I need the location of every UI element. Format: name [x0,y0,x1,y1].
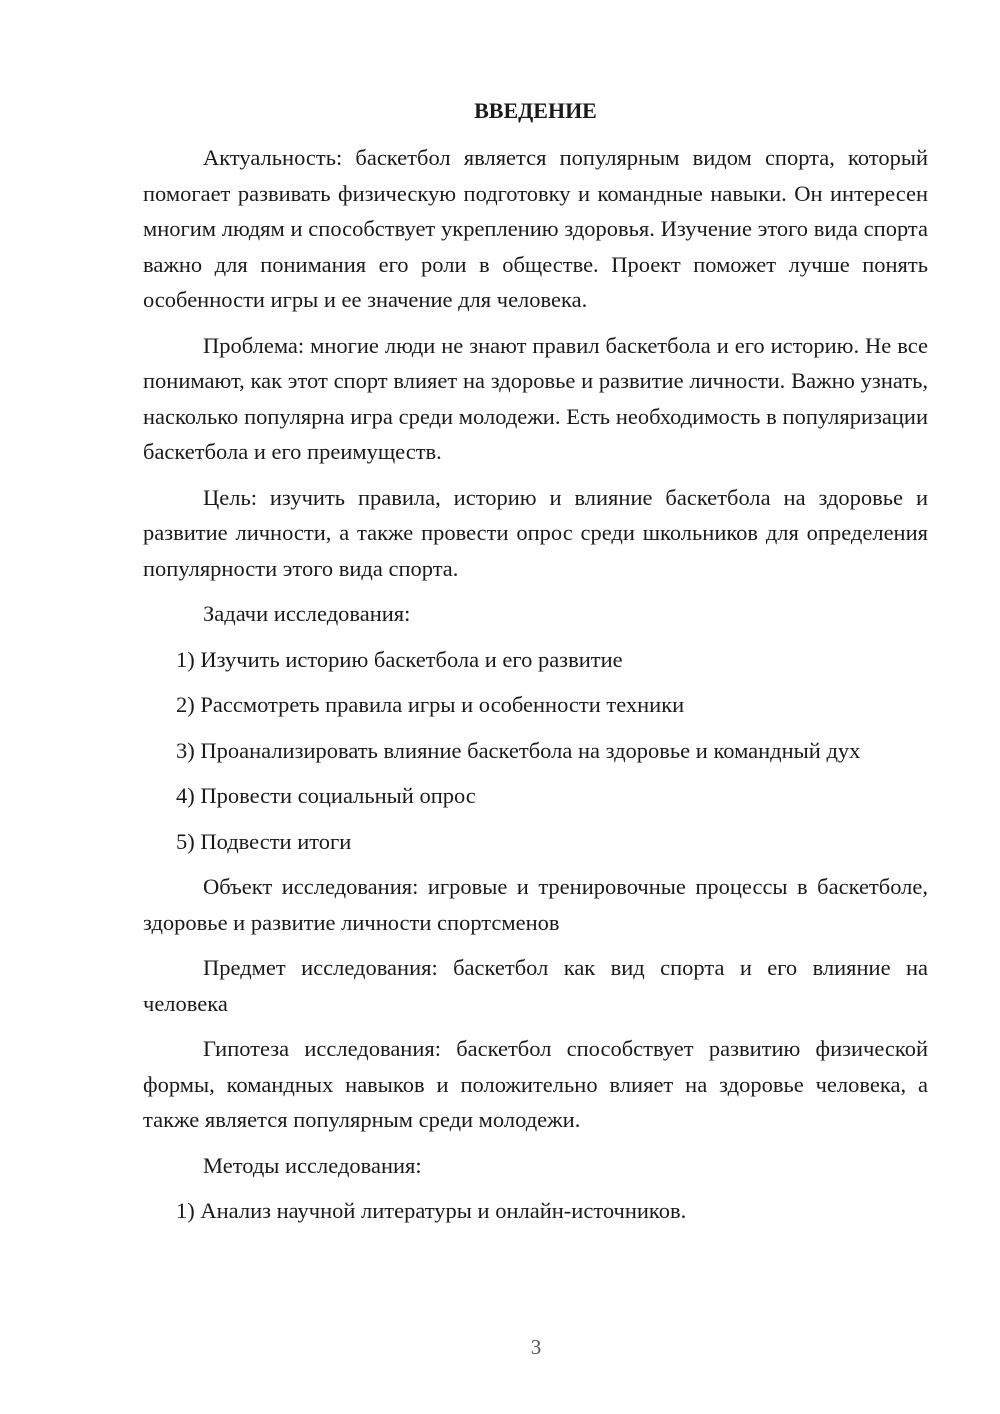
paragraph-object: Объект исследования: игровые и тренировочные процессы в баскетболе, здоровье и развитие личности спортсменов [143,874,928,935]
paragraph-relevance: Актуальность: баскетбол является популярным видом спорта, который помогает развивать физическую подготовку и командные навыки. Он интересен многим людям и способствует укреплению здоровья. Изучение этого вида спорта важно для понимания его роли в обществе. Проект поможет лучше понять особенности игры и ее значение для человека. [143,145,928,312]
methods-heading: Методы исследования: [203,1152,422,1178]
paragraph-goal: Цель: изучить правила, историю и влияние баскетбола на здоровье и развитие личности, а также провести опрос среди школьников для определения популярности этого вида спорта. [143,484,928,581]
paragraph-subject: Предмет исследования: баскетбол как вид спорта и его влияние на человека [143,955,928,1016]
task-item-4: 4) Провести социальный опрос [176,783,476,808]
tasks-heading: Задачи исследования: [203,601,411,626]
task-item-5: 5) Подвести итоги [176,828,352,854]
page-number: 3 [530,1335,542,1359]
paragraph-hypothesis: Гипотеза исследования: баскетбол способствует развитию физической формы, командных навыков и положительно влияет на здоровье человека, а также является популярным среди молодежи. [143,1036,928,1132]
task-item-2: 2) Рассмотреть правила игры и особенности техники [176,692,685,717]
task-item-1: 1) Изучить историю баскетбола и его развитие [176,646,623,672]
method-item-1: 1) Анализ научной литературы и онлайн-источников. [176,1198,687,1223]
section-title: ВВЕДЕНИЕ [474,98,597,123]
paragraph-problem: Проблема: многие люди не знают правил баскетбола и его историю. Не все понимают, как этот спорт влияет на здоровье и развитие личности. Важно узнать, насколько популярна игра среди молодежи. Есть необходимость в популяризации баскетбола и его преимуществ. [143,332,928,464]
page-content [143,93,928,1239]
task-item-3: 3) Проанализировать влияние баскетбола на здоровье и командный дух [176,737,861,763]
